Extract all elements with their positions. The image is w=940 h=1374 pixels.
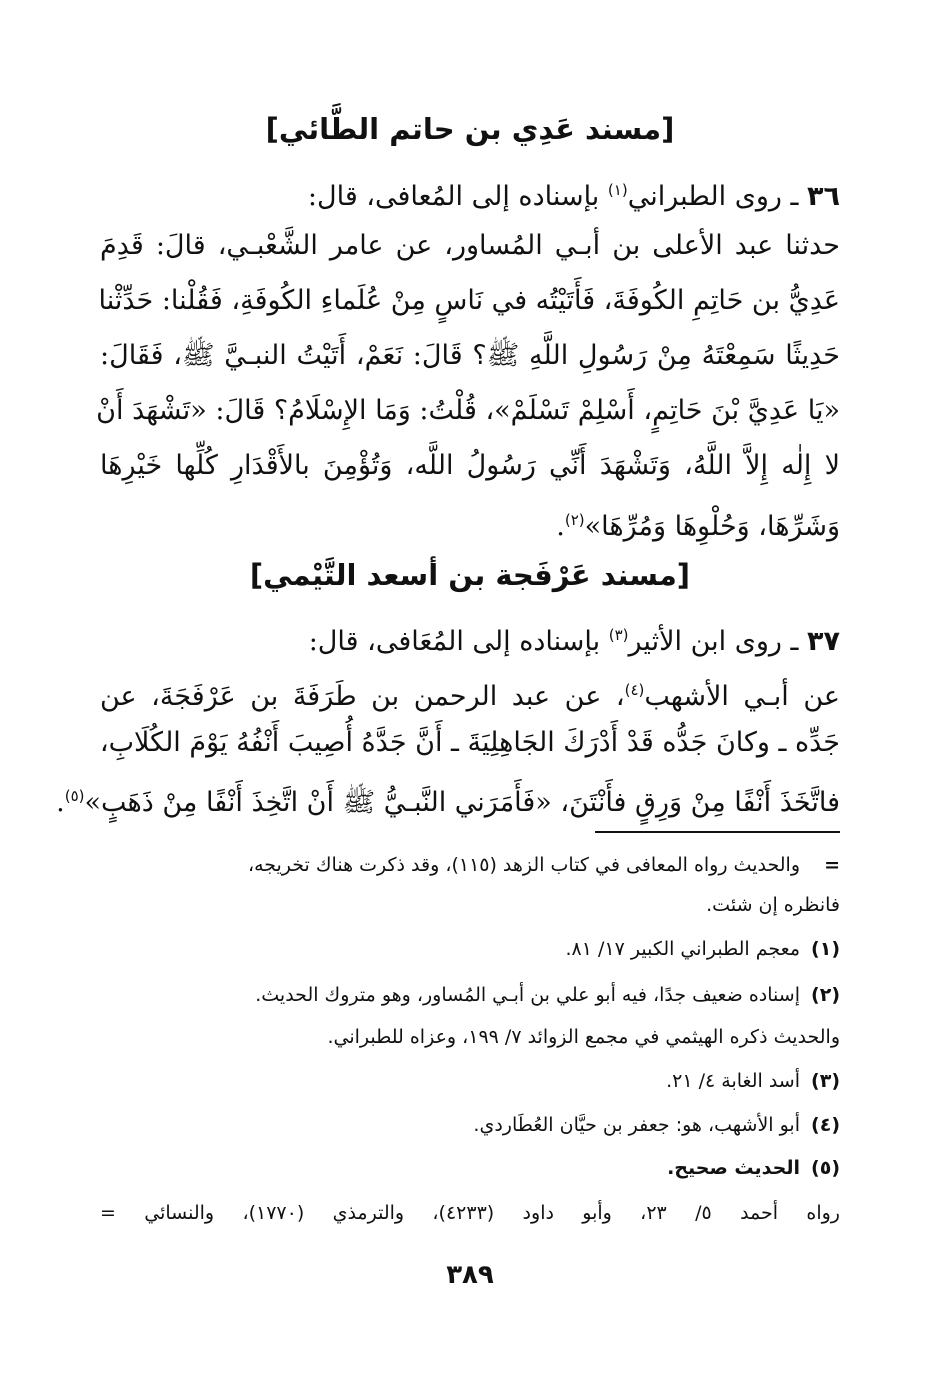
continuation-marker: = xyxy=(824,854,840,876)
hadith-number: ٣٦ xyxy=(807,181,840,212)
line-text: عن أبـي الأشهب xyxy=(644,681,840,712)
intro-rest: بإسناده إلى المُعافى، قال: xyxy=(307,181,600,212)
footnote-4 xyxy=(100,1110,840,1140)
footnote-label: (٢) xyxy=(811,984,840,1006)
footnote-ref[interactable]: (٤) xyxy=(624,681,645,699)
hadith-36-line: لا إِلٰه إِلاَّ اللَّهُ، وَتَشْهَدَ أَنِّي رَسُولُ اللَّه، وَتُؤْمِنَ بالأَقْدَارِ كُلِّها خَيْرِهَا xyxy=(100,450,840,481)
footnote-ref[interactable]: (٥) xyxy=(64,787,85,805)
intro-rest: بإسناده إلى المُعَافى، قال: xyxy=(308,626,601,657)
hadith-36-line: «يَا عَدِيَّ بْنَ حَاتِمٍ، أَسْلِمْ تَسْلَمْ»، قُلْتُ: وَمَا الإِسْلَامُ؟ قَالَ: «تَشْهَدَ أَنْ xyxy=(96,395,840,426)
footnote-label: (٣) xyxy=(811,1070,840,1092)
page-number: ٣٨٩ xyxy=(446,1260,494,1290)
section-heading-arfaja: [مسند عَرْفَجة بن أسعد التَّيْمي] xyxy=(249,558,691,592)
footnote-text: الحديث صحيح. xyxy=(667,1157,800,1179)
hadith-37-last-line xyxy=(56,776,840,823)
footnote-ref[interactable]: (٢) xyxy=(564,511,585,529)
footnote-label: (٤) xyxy=(811,1114,840,1136)
footnote-text: معجم الطبراني الكبير ١٧/ ٨١. xyxy=(565,938,800,960)
footnote-5 xyxy=(100,1153,840,1183)
footnote-ref[interactable]: (٣) xyxy=(608,626,629,644)
footnote-text: أسد الغابة ٤/ ٢١. xyxy=(666,1070,800,1092)
footnote-2 xyxy=(100,980,840,1010)
hadith-37-line: جَدِّه ـ وكانَ جَدُّه قَدْ أَدْرَكَ الجَاهِلِيَةَ ـ أَنَّ جَدَّهُ أُصِيبَ أَنْفُهُ يَوْمَ الكُلَابِ، xyxy=(99,727,840,758)
hadith-37-intro xyxy=(100,615,840,662)
footnote-text: أبو الأشهب، هو: جعفر بن حيَّان العُطَاردي. xyxy=(473,1114,800,1136)
hadith-number: ٣٧ xyxy=(807,626,840,657)
footnote-2-cont: والحديث ذكره الهيثمي في مجمع الزوائد ٧/ ١٩٩، وعزاه للطبراني. xyxy=(327,1026,840,1048)
footnote-label: (١) xyxy=(811,938,840,960)
hadith-36-last-line xyxy=(100,500,840,547)
footnote-3 xyxy=(100,1066,840,1096)
footnote-label: (٥) xyxy=(811,1157,840,1179)
footnote-5-cont: رواه أحمد ٥/ ٢٣، وأبو داود (٤٢٣٣)، والترمذي (١٧٧٠)، والنسائي = xyxy=(100,1202,840,1224)
line-text: فاتَّخَذَ أَنْفًا مِنْ وَرِقٍ فأَنْتَنَ، «فَأَمَرَني النَّبـيُّ ﷺ أَنْ اتَّخِذَ أَنْفًا مِنْ ذَهَبٍ» xyxy=(84,787,840,818)
hadith-36-line: عَدِيُّ بن حَاتِمِ الكُوفَةَ، فَأَتَيْتُه في نَاسٍ مِنْ عُلَماءِ الكُوفَةِ، فَقُلْنا: حَدِّثْنا xyxy=(98,285,840,316)
last-line-text: وَشَرِّهَا، وَحُلْوِهَا وَمُرِّهَا» xyxy=(584,511,840,542)
hadith-36-line: حَدِيثًا سَمِعْتَهُ مِنْ رَسُولِ اللَّهِ ﷺ؟ قَالَ: نَعَمْ، أَتَيْتُ النبـيَّ ﷺ، فَقَالَ: xyxy=(100,340,840,371)
footnote-continuation: فانظره إن شئت. xyxy=(706,894,840,916)
intro-text: ـ روى الطبراني xyxy=(627,181,799,212)
footnote-text: والحديث رواه المعافى في كتاب الزهد (١١٥)، وقد ذكرت هناك تخريجه، xyxy=(247,854,800,876)
intro-text: ـ روى ابن الأثير xyxy=(628,626,799,657)
footnote-continuation xyxy=(100,850,840,880)
period: . xyxy=(56,787,65,818)
section-heading-adi: [مسند عَدِي بن حاتم الطَّائي] xyxy=(265,112,675,146)
hadith-36-line: حدثنا عبد الأعلى بن أبـي المُساور، عن عامر الشَّعْبـي، قالَ: قَدِمَ xyxy=(100,230,840,261)
footnote-ref[interactable]: (١) xyxy=(607,181,628,199)
footnote-separator xyxy=(595,831,840,833)
footnote-1 xyxy=(100,934,840,964)
hadith-37-line xyxy=(100,670,840,717)
period: . xyxy=(556,511,565,542)
footnote-text: إسناده ضعيف جدًا، فيه أبو علي بن أبـي المُساور، وهو متروك الحديث. xyxy=(255,984,800,1006)
line-text: ، عن عبد الرحمن بن طَرَفَةَ بن عَرْفَجَةَ، عن xyxy=(100,681,625,712)
hadith-36-intro xyxy=(100,170,840,217)
